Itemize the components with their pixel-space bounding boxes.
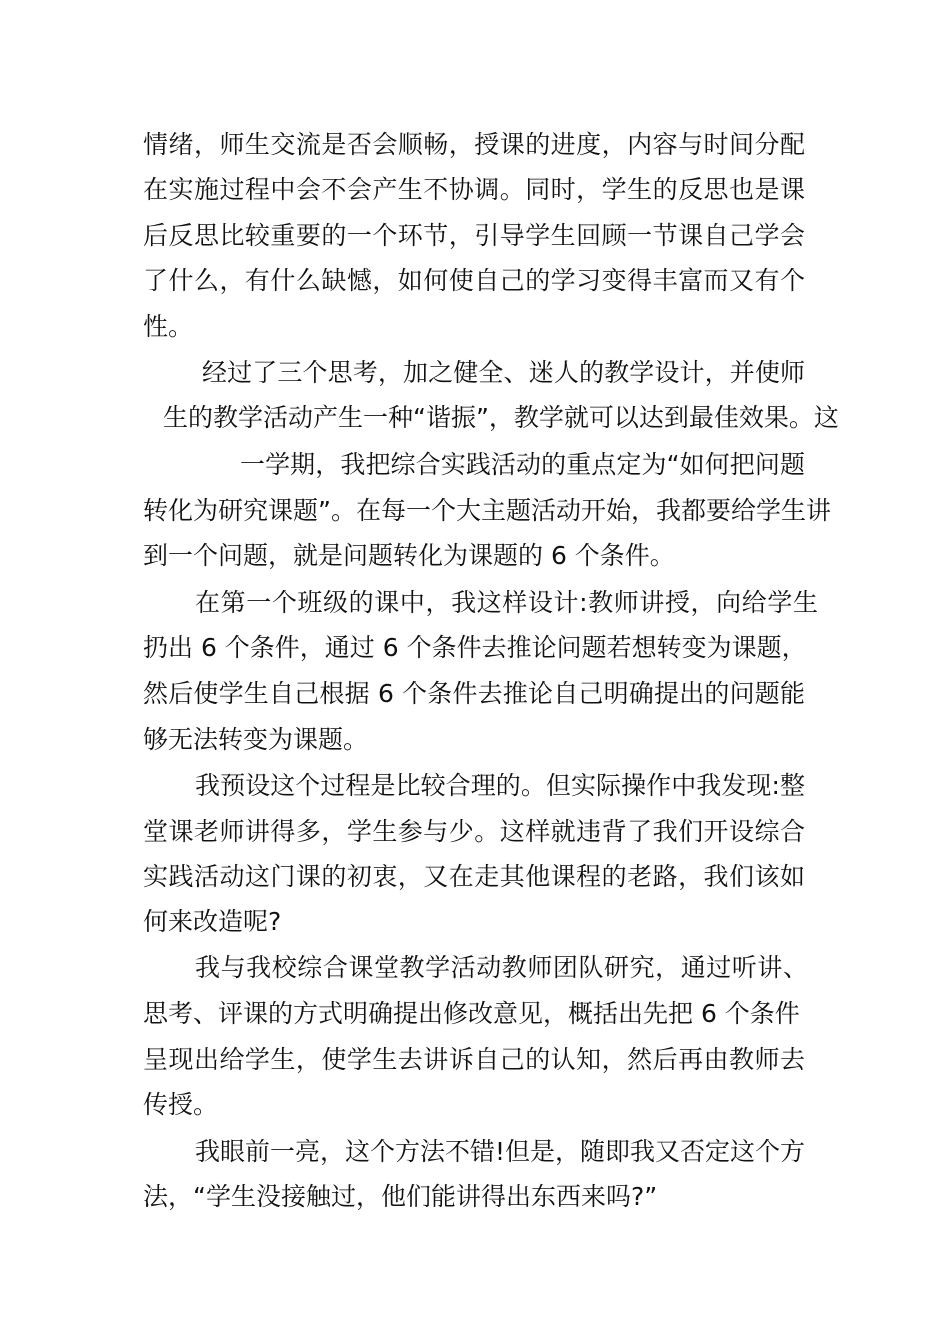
text-line: 然后使学生自己根据 6 个条件去推论自己明确提出的问题能 — [143, 679, 805, 708]
text-line: 传授。 — [143, 1090, 219, 1119]
text-line: 性。 — [143, 312, 194, 341]
text-line: 经过了三个思考，加之健全、迷人的教学设计，并使师 — [202, 358, 805, 387]
text-line: 情绪，师生交流是否会顺畅，授课的进度，内容与时间分配 — [143, 130, 805, 159]
text-line: 我与我校综合课堂教学活动教师团队研究，通过听讲、 — [195, 953, 808, 982]
text-line: 堂课老师讲得多，学生参与少。这样就违背了我们开设综合 — [143, 817, 805, 846]
text-line: 实践活动这门课的初衷，又在走其他课程的老路，我们该如 — [143, 862, 805, 891]
text-line: 到一个问题，就是问题转化为课题的 6 个条件。 — [143, 541, 675, 570]
text-line: 生的教学活动产生一种“谐振”，教学就可以达到最佳效果。这 — [163, 403, 839, 432]
text-line: 后反思比较重要的一个环节，引导学生回顾一节课自己学会 — [143, 221, 805, 250]
text-line: 我预设这个过程是比较合理的。但实际操作中我发现:整 — [195, 771, 805, 800]
text-line: 在实施过程中会不会产生不协调。同时，学生的反思也是课 — [143, 175, 805, 204]
text-line: 思考、评课的方式明确提出修改意见，概括出先把 6 个条件 — [143, 999, 800, 1028]
text-line: 够无法转变为课题。 — [143, 725, 369, 754]
text-line: 扔出 6 个条件，通过 6 个条件去推论问题若想转变为课题， — [143, 633, 807, 662]
text-line: 一学期，我把综合实践活动的重点定为“如何把问题 — [240, 450, 805, 479]
text-line: 何来改造呢? — [143, 907, 282, 936]
text-line: 呈现出给学生，使学生去讲诉自己的认知，然后再由教师去 — [143, 1045, 805, 1074]
text-line: 了什么，有什么缺憾，如何使自己的学习变得丰富而又有个 — [143, 266, 805, 295]
text-line: 法，“学生没接触过，他们能讲得出东西来吗?” — [143, 1182, 658, 1211]
text-line: 转化为研究课题”。在每一个大主题活动开始，我都要给学生讲 — [143, 496, 831, 525]
text-line: 我眼前一亮，这个方法不错!但是，随即我又否定这个方 — [195, 1137, 806, 1166]
text-line: 在第一个班级的课中，我这样设计:教师讲授，向给学生 — [195, 588, 818, 617]
